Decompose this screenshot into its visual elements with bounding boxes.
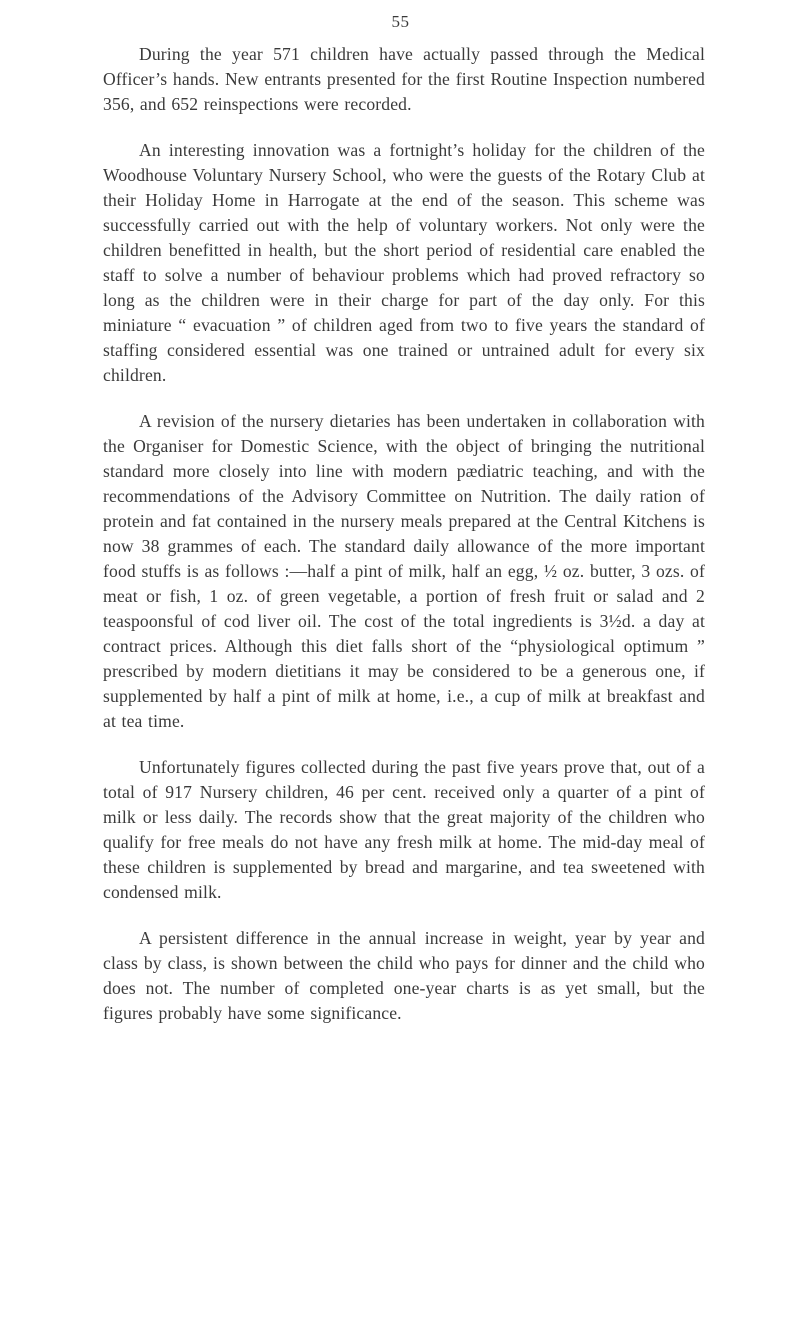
page-number: 55 <box>391 12 410 31</box>
paragraph-weight-difference: A persistent difference in the annual increase in weight, year by year and class by class, is shown between the child who pays for dinner and the child who does not. The number of completed one-year charts is as yet small, but the figures probably have some significance. <box>103 928 705 1023</box>
body-text <box>103 42 705 1047</box>
paragraph-medical-inspections: During the year 571 children have actually passed through the Medical Officer’s hands. New entrants presented for the first Routine Inspection numbered 356, and 652 reinspections were recorded. <box>103 44 705 114</box>
paragraph-milk-figures: Unfortunately figures collected during the past five years prove that, out of a total of 917 Nursery children, 46 per cent. received only a quarter of a pint of milk or less daily. The records show that the great majority of the children who qualify for free meals do not have any fresh milk at home. The mid-day meal of these children is supplemented by bread and margarine, and tea sweetened with condensed milk. <box>103 757 705 902</box>
paragraph-nursery-dietaries: A revision of the nursery dietaries has been undertaken in collaboration with the Organiser for Domestic Science, with the object of bringing the nutritional standard more closely into line with modern pædiatric teaching, and with the recommendations of the Advisory Committee on Nutrition. The daily ration of protein and fat contained in the nursery meals prepared at the Central Kitchens is now 38 grammes of each. The standard daily allowance of the more important food stuffs is as follows :—half a pint of milk, half an egg, ½ oz. butter, 3 ozs. of meat or fish, 1 oz. of green vegetable, a portion of fresh fruit or salad and 2 teaspoonsful of cod liver oil. The cost of the total ingredients is 3½d. a day at contract prices. Although this diet falls short of the “physiological optimum ” prescribed by modern dietitians it may be considered to be a generous one, if supplemented by half a pint of milk at home, i.e., a cup of milk at breakfast and at tea time. <box>103 411 705 731</box>
paragraph-holiday-innovation: An interesting innovation was a fortnight’s holiday for the children of the Woodhouse Voluntary Nursery School, who were the guests of the Rotary Club at their Holiday Home in Harrogate at the end of the season. This scheme was successfully carried out with the help of voluntary workers. Not only were the children benefitted in health, but the short period of residential care enabled the staff to solve a number of behaviour problems which had proved refractory so long as the children were in their charge for part of the day only. For this miniature “ evacuation ” of children aged from two to five years the standard of staffing considered essential was one trained or untrained adult for every six children. <box>103 140 705 385</box>
